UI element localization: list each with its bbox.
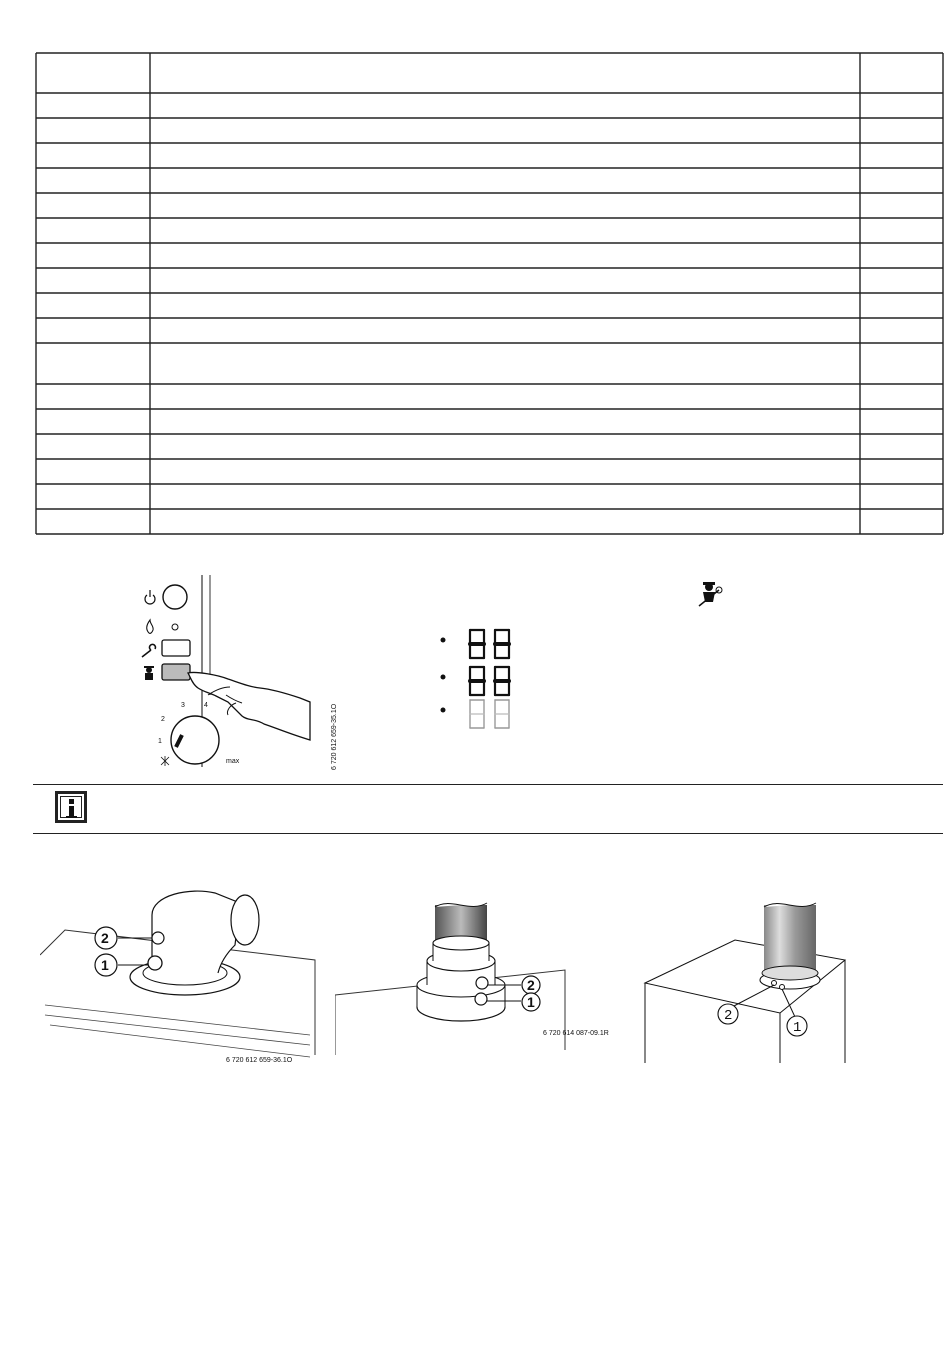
test-port-2	[152, 932, 164, 944]
flue-right-label-2: 2	[724, 1008, 733, 1024]
table-row	[36, 193, 943, 218]
dial-mark-2: 2	[161, 716, 165, 723]
segment-display-stack	[435, 625, 525, 735]
table-row	[36, 293, 943, 318]
power-icon	[145, 590, 155, 604]
flue-mid-label-2: 2	[527, 977, 535, 993]
power-button[interactable]	[163, 585, 187, 609]
display-bullet	[441, 708, 446, 713]
table-row	[36, 268, 943, 293]
table-row	[36, 343, 943, 384]
display-bullet	[441, 638, 446, 643]
display-bullet	[441, 675, 446, 680]
table-row	[36, 509, 943, 534]
table-row	[36, 243, 943, 268]
dial-mark-1: 1	[158, 738, 162, 745]
flue-figure-middle	[335, 895, 635, 1060]
figure-id: 6 720 612 659-35.1O	[331, 703, 338, 770]
table-row	[36, 434, 943, 459]
table-row	[36, 384, 943, 409]
table-row	[36, 318, 943, 343]
table-row	[36, 168, 943, 193]
chimney-sweep-symbol-icon	[695, 580, 725, 610]
dial-max-label: max	[226, 758, 240, 765]
flue-mid-figure-id: 6 720 614 087-09.1R	[543, 1030, 609, 1037]
table-row	[36, 459, 943, 484]
flue-left-label-1: 1	[101, 957, 109, 973]
table-row	[36, 409, 943, 434]
info-note	[33, 784, 943, 834]
flue-right-label-1: 1	[793, 1020, 802, 1036]
parameter-table	[0, 0, 950, 545]
flue-mid-label-1: 1	[527, 994, 535, 1010]
flue-left-figure-id: 6 720 612 659-36.1O	[226, 1057, 293, 1064]
chimney-sweep-button[interactable]	[162, 664, 190, 680]
service-button[interactable]	[162, 640, 190, 656]
flue-figure-right	[640, 895, 850, 1065]
test-port-1	[148, 956, 162, 970]
table-row	[36, 93, 943, 118]
info-icon	[55, 791, 87, 823]
dial-mark-3: 3	[181, 702, 185, 709]
flue-figure-left	[40, 885, 320, 1065]
test-port-2	[476, 977, 488, 989]
dial-mark-4: 4	[204, 702, 208, 709]
table-row	[36, 143, 943, 168]
control-panel-figure	[130, 575, 350, 775]
flue-left-label-2: 2	[101, 930, 109, 946]
wrench-icon	[142, 644, 155, 657]
table-row	[36, 118, 943, 143]
flame-icon	[147, 620, 153, 633]
test-port-1	[475, 993, 487, 1005]
table-row	[36, 218, 943, 243]
table-row	[36, 484, 943, 509]
chimney-sweep-icon	[144, 666, 154, 680]
frost-icon	[161, 756, 169, 766]
table-header-row	[36, 53, 943, 93]
burner-led	[172, 624, 178, 630]
